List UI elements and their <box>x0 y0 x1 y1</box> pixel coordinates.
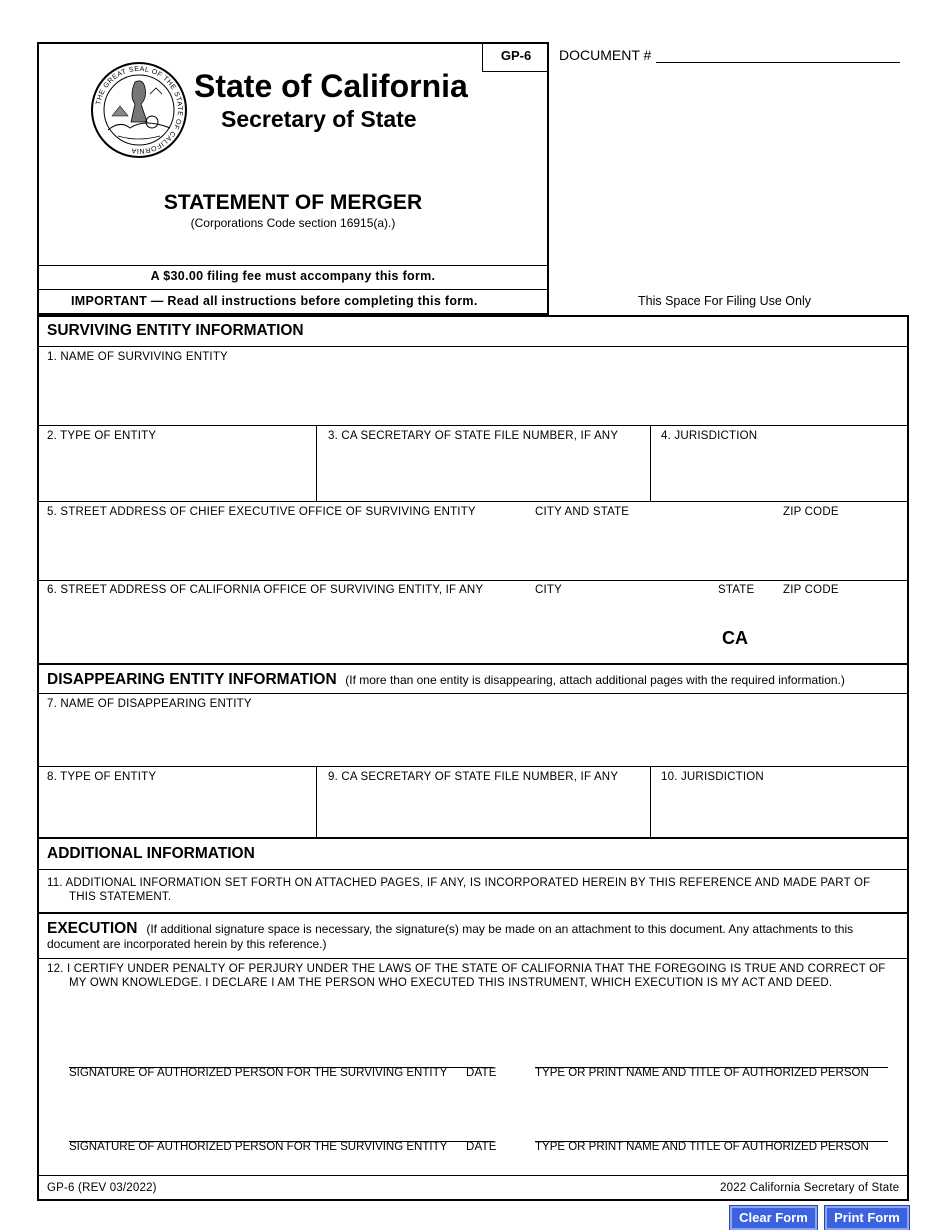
signature-1-label: SIGNATURE OF AUTHORIZED PERSON FOR THE SURVIVING ENTITY <box>69 1067 448 1079</box>
disappearing-name-input[interactable] <box>39 712 907 764</box>
date-2-label: DATE <box>466 1141 497 1153</box>
field-7-label: 7. NAME OF DISAPPEARING ENTITY <box>47 698 252 710</box>
print-form-button[interactable]: Print Form <box>825 1206 909 1230</box>
disappearing-jurisdiction-input[interactable] <box>652 787 907 835</box>
document-number-line[interactable] <box>656 62 900 63</box>
surviving-type-input[interactable] <box>39 446 314 498</box>
fee-notice: A $30.00 filing fee must accompany this form. <box>150 269 436 283</box>
important-text: — Read all instructions before completing this form. <box>147 294 478 308</box>
name-title-1-label: TYPE OR PRINT NAME AND TITLE OF AUTHORIZED PERSON <box>535 1067 869 1079</box>
filing-space-label: This Space For Filing Use Only <box>638 294 811 308</box>
field-8-label: 8. TYPE OF ENTITY <box>47 771 157 783</box>
svg-text:THE GREAT SEAL OF THE STATE OF: THE GREAT SEAL OF THE STATE OF CALIFORNIA <box>95 65 184 155</box>
form-subtitle: (Corporations Code section 16915(a).) <box>190 216 396 230</box>
additional-heading: ADDITIONAL INFORMATION <box>47 845 255 862</box>
field-5-label: 5. STREET ADDRESS OF CHIEF EXECUTIVE OFFICE OF SURVIVING ENTITY <box>47 506 476 518</box>
ca-office-address-input[interactable] <box>39 600 907 660</box>
field-11-line-2: THIS STATEMENT. <box>69 891 172 903</box>
signature-2-label: SIGNATURE OF AUTHORIZED PERSON FOR THE SURVIVING ENTITY <box>69 1141 448 1153</box>
form-code-box <box>482 42 549 72</box>
execution-note-line-1: (If additional signature space is necessary, the signature(s) may be made on an attachment to this document. Any attachments to this <box>146 922 854 936</box>
field-6-label: 6. STREET ADDRESS OF CALIFORNIA OFFICE OF SURVIVING ENTITY, IF ANY <box>47 584 484 596</box>
clear-form-button[interactable]: Clear Form <box>730 1206 817 1230</box>
field-4-label: 4. JURISDICTION <box>661 430 758 442</box>
field-9-label: 9. CA SECRETARY OF STATE FILE NUMBER, IF ANY <box>328 771 619 783</box>
field-5-city-label: CITY AND STATE <box>535 506 630 518</box>
copyright-label: 2022 California Secretary of State <box>720 1182 900 1194</box>
name-title-2-label: TYPE OR PRINT NAME AND TITLE OF AUTHORIZED PERSON <box>535 1141 869 1153</box>
disappearing-file-number-input[interactable] <box>318 787 648 835</box>
surviving-name-input[interactable] <box>39 365 907 423</box>
field-12-line-1: 12. I CERTIFY UNDER PENALTY OF PERJURY UNDER THE LAWS OF THE STATE OF CALIFORNIA THAT THE FOREGOING IS TRUE AND CORRECT OF <box>47 963 886 975</box>
form-title: STATEMENT OF MERGER <box>163 191 423 214</box>
surviving-heading: SURVIVING ENTITY INFORMATION <box>47 322 304 339</box>
field-3-label: 3. CA SECRETARY OF STATE FILE NUMBER, IF ANY <box>328 430 619 442</box>
execution-heading: EXECUTION <box>47 920 138 937</box>
execution-note-line-2: document are incorporated herein by this reference.) <box>47 937 327 951</box>
form-code: GP-6 <box>500 48 532 63</box>
field-12-text <box>47 962 902 990</box>
disappearing-note: (If more than one entity is disappearing, attach additional pages with the required information.) <box>345 673 845 687</box>
field-2-label: 2. TYPE OF ENTITY <box>47 430 157 442</box>
field-6-zip-label: ZIP CODE <box>783 584 839 596</box>
state-name: State of California <box>194 68 468 104</box>
field-5-zip-label: ZIP CODE <box>783 506 839 518</box>
surviving-file-number-input[interactable] <box>318 446 648 498</box>
office-name: Secretary of State <box>221 106 417 132</box>
execution-header <box>47 920 902 951</box>
field-11-text <box>47 876 902 904</box>
field-10-label: 10. JURISDICTION <box>661 771 764 783</box>
revision-label: GP-6 (REV 03/2022) <box>47 1182 157 1194</box>
state-value: CA <box>722 628 748 648</box>
chief-office-address-input[interactable] <box>39 522 907 577</box>
document-number-label: DOCUMENT # <box>559 47 652 63</box>
important-notice <box>71 294 478 308</box>
field-12-line-2: MY OWN KNOWLEDGE. I DECLARE I AM THE PERSON WHO EXECUTED THIS INSTRUMENT, WHICH EXECUTION IS MY ACT AND DEED. <box>69 977 833 989</box>
field-6-state-label: STATE <box>718 584 755 596</box>
date-1-label: DATE <box>466 1067 497 1079</box>
field-6-city-label: CITY <box>535 584 562 596</box>
disappearing-heading <box>47 671 845 689</box>
field-11-line-1: 11. ADDITIONAL INFORMATION SET FORTH ON ATTACHED PAGES, IF ANY, IS INCORPORATED HEREIN BY THIS REFERENCE AND MADE PART OF <box>47 877 871 889</box>
disappearing-heading-text: DISAPPEARING ENTITY INFORMATION <box>47 671 337 688</box>
field-1-label: 1. NAME OF SURVIVING ENTITY <box>47 351 228 363</box>
california-seal-icon <box>90 60 188 160</box>
surviving-jurisdiction-input[interactable] <box>652 446 907 498</box>
important-label: IMPORTANT <box>71 294 148 308</box>
disappearing-type-input[interactable] <box>39 787 314 835</box>
